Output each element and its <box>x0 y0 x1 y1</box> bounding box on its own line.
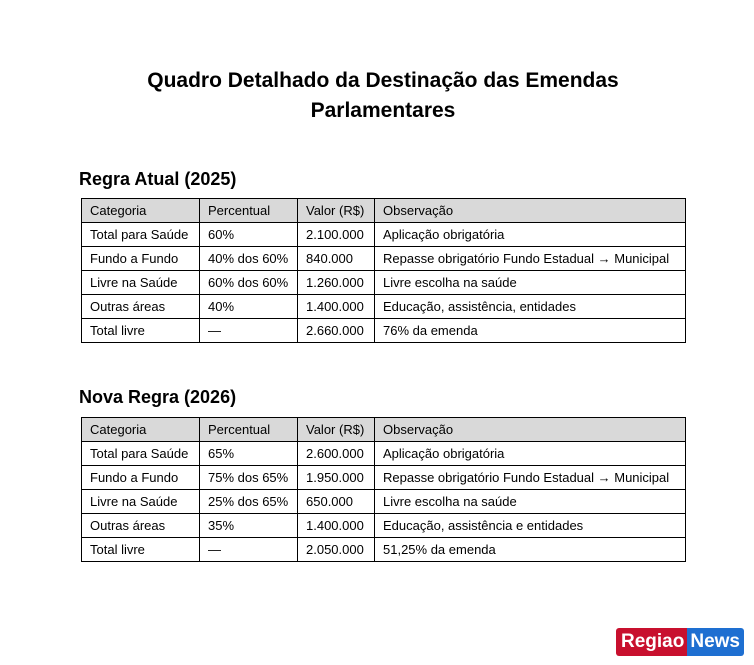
cell-percentual: 40% <box>200 295 298 319</box>
cell-valor: 2.050.000 <box>298 538 375 562</box>
cell-categoria: Livre na Saúde <box>82 490 200 514</box>
cell-observacao: Educação, assistência, entidades <box>375 295 686 319</box>
table-row <box>82 247 686 271</box>
cell-valor: 840.000 <box>298 247 375 271</box>
cell-categoria: Outras áreas <box>82 295 200 319</box>
header-observacao: Observação <box>375 418 686 442</box>
page-title-line-1: Quadro Detalhado da Destinação das Emendas <box>147 69 619 92</box>
section-title-regra-atual: Regra Atual (2025) <box>79 169 237 189</box>
logo-news-text: News <box>687 628 744 656</box>
header-categoria: Categoria <box>82 418 200 442</box>
cell-valor: 2.660.000 <box>298 319 375 343</box>
cell-percentual: 60% dos 60% <box>200 271 298 295</box>
cell-categoria: Total livre <box>82 319 200 343</box>
table-nova-regra <box>81 417 686 562</box>
cell-observacao: Livre escolha na saúde <box>375 490 686 514</box>
cell-categoria: Total para Saúde <box>82 223 200 247</box>
table-regra-atual <box>81 198 686 343</box>
table-row <box>82 442 686 466</box>
cell-percentual: — <box>200 538 298 562</box>
logo-regiao-text: Regiao <box>616 628 687 656</box>
table-row <box>82 490 686 514</box>
cell-percentual: 75% dos 65% <box>200 466 298 490</box>
cell-percentual: 35% <box>200 514 298 538</box>
cell-observacao: 51,25% da emenda <box>375 538 686 562</box>
section-title-nova-regra: Nova Regra (2026) <box>79 387 237 407</box>
cell-observacao: Aplicação obrigatória <box>375 223 686 247</box>
cell-valor: 1.950.000 <box>298 466 375 490</box>
cell-observacao: 76% da emenda <box>375 319 686 343</box>
cell-valor: 1.400.000 <box>298 295 375 319</box>
cell-percentual: 65% <box>200 442 298 466</box>
header-observacao: Observação <box>375 199 686 223</box>
table-header-row <box>82 199 686 223</box>
cell-categoria: Total para Saúde <box>82 442 200 466</box>
cell-valor: 650.000 <box>298 490 375 514</box>
cell-observacao: Repasse obrigatório Fundo Estadual → Municipal <box>375 247 686 271</box>
cell-observacao: Aplicação obrigatória <box>375 442 686 466</box>
cell-valor: 1.400.000 <box>298 514 375 538</box>
page-title-line-2: Parlamentares <box>310 99 456 122</box>
cell-valor: 2.600.000 <box>298 442 375 466</box>
cell-categoria: Livre na Saúde <box>82 271 200 295</box>
cell-percentual: — <box>200 319 298 343</box>
cell-categoria: Fundo a Fundo <box>82 466 200 490</box>
table-row <box>82 319 686 343</box>
table-row <box>82 295 686 319</box>
table-header-row <box>82 418 686 442</box>
cell-observacao: Livre escolha na saúde <box>375 271 686 295</box>
page-title <box>0 66 754 126</box>
cell-percentual: 60% <box>200 223 298 247</box>
cell-categoria: Outras áreas <box>82 514 200 538</box>
table-row <box>82 466 686 490</box>
cell-observacao: Repasse obrigatório Fundo Estadual → Municipal <box>375 466 686 490</box>
regiao-news-logo <box>616 628 744 656</box>
cell-valor: 1.260.000 <box>298 271 375 295</box>
table-row <box>82 538 686 562</box>
cell-valor: 2.100.000 <box>298 223 375 247</box>
header-percentual: Percentual <box>200 418 298 442</box>
header-valor: Valor (R$) <box>298 418 375 442</box>
table-row <box>82 271 686 295</box>
header-categoria: Categoria <box>82 199 200 223</box>
cell-categoria: Fundo a Fundo <box>82 247 200 271</box>
cell-percentual: 40% dos 60% <box>200 247 298 271</box>
cell-observacao: Educação, assistência e entidades <box>375 514 686 538</box>
table-row <box>82 223 686 247</box>
header-valor: Valor (R$) <box>298 199 375 223</box>
cell-categoria: Total livre <box>82 538 200 562</box>
table-row <box>82 514 686 538</box>
header-percentual: Percentual <box>200 199 298 223</box>
cell-percentual: 25% dos 65% <box>200 490 298 514</box>
